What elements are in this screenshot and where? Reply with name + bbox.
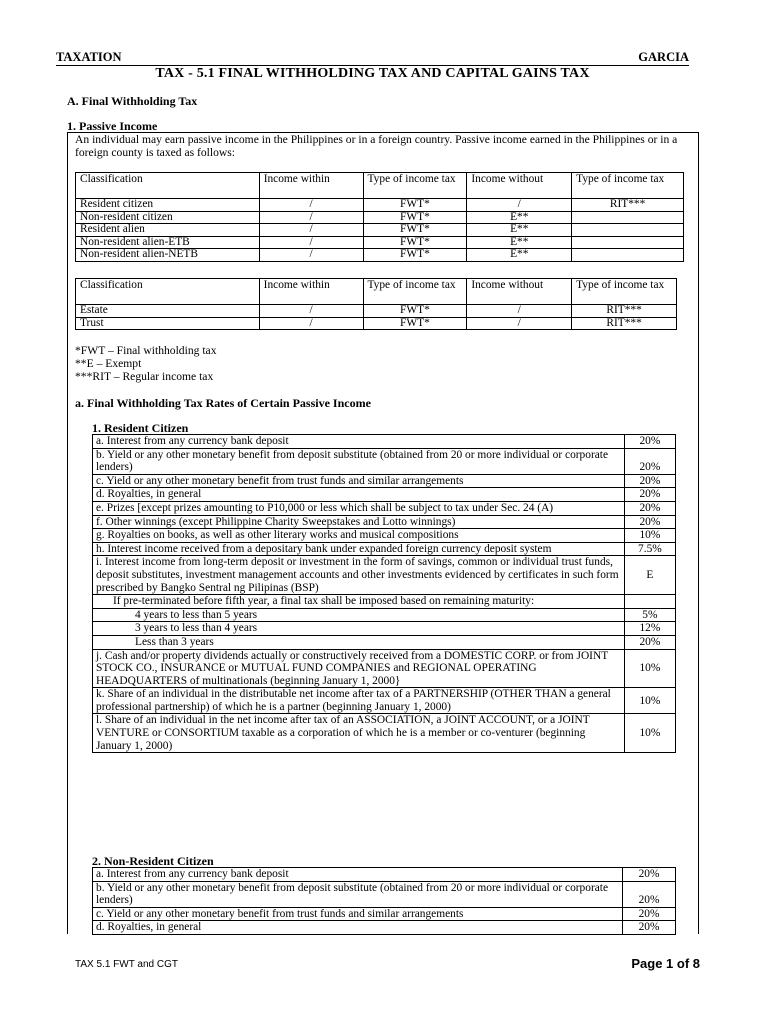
rate-description: e. Prizes [except prizes amounting to P10,000 or less which shall be subject to tax under Sec. 24 (A) bbox=[93, 501, 625, 515]
intro-paragraph: An individual may earn passive income in the Philippines or in a foreign country. Passive income earned in the Philippines or in a foreign county is taxed as follows: bbox=[75, 133, 678, 159]
rate-value: 7.5% bbox=[624, 542, 675, 556]
table-cell: FWT* bbox=[363, 236, 467, 249]
table-cell: / bbox=[259, 224, 363, 237]
footer-document-code: TAX 5.1 FWT and CGT bbox=[75, 959, 178, 970]
footer-page-number: Page 1 of 8 bbox=[631, 956, 700, 971]
column-header: Classification bbox=[76, 279, 260, 305]
rate-description: a. Interest from any currency bank deposit bbox=[93, 435, 625, 449]
rate-description: g. Royalties on books, as well as other literary works and musical compositions bbox=[93, 529, 625, 543]
rate-description: i. Interest income from long-term deposit or investment in the form of savings, common or individual trust funds, deposit substitutes, investment management accounts and other investments evidenced by certificates in such form prescribed by Bangko Sentral ng Pilipinas (BSP) bbox=[93, 556, 625, 595]
table-cell: / bbox=[467, 305, 572, 318]
rate-description: b. Yield or any other monetary benefit from deposit substitute (obtained from 20 or more individual or corporate lenders) bbox=[93, 448, 625, 474]
rate-value: 10% bbox=[624, 688, 675, 714]
table-row bbox=[76, 224, 684, 237]
rate-value: 20% bbox=[623, 921, 676, 935]
table-cell: / bbox=[259, 211, 363, 224]
table-row bbox=[76, 211, 684, 224]
rate-description: 4 years to less than 5 years bbox=[93, 608, 625, 622]
table-cell: E** bbox=[467, 224, 572, 237]
rate-description: 3 years to less than 4 years bbox=[93, 622, 625, 636]
rate-value: 20% bbox=[624, 501, 675, 515]
table-header-row bbox=[76, 173, 684, 199]
classification-table-individuals bbox=[75, 172, 684, 262]
table-header-row bbox=[76, 279, 677, 305]
rate-value: 20% bbox=[624, 635, 675, 649]
table-cell: / bbox=[259, 305, 363, 318]
rate-description: j. Cash and/or property dividends actually or constructively received from a DOMESTIC CORP. or from JOINT STOCK CO., INSURANCE or MUTUAL FUND COMPANIES and REGIONAL OPERATING HEADQUARTERS of multinationals (beginning January 1, 2000} bbox=[93, 649, 625, 688]
table-cell: FWT* bbox=[363, 211, 467, 224]
header-subject: TAXATION bbox=[56, 50, 122, 64]
column-header: Type of income tax bbox=[572, 279, 677, 305]
rate-description: d. Royalties, in general bbox=[93, 488, 625, 502]
column-header: Income within bbox=[259, 279, 363, 305]
rate-value: 20% bbox=[624, 515, 675, 529]
table-cell: FWT* bbox=[363, 199, 467, 212]
table-row bbox=[76, 199, 684, 212]
rate-description: d. Royalties, in general bbox=[93, 921, 623, 935]
column-header: Type of income tax bbox=[363, 279, 467, 305]
table-cell bbox=[572, 211, 684, 224]
table-row bbox=[93, 622, 676, 636]
rate-value: 20% bbox=[623, 907, 676, 921]
column-header: Type of income tax bbox=[572, 173, 684, 199]
column-header: Income within bbox=[259, 173, 363, 199]
table-row bbox=[76, 236, 684, 249]
table-cell: Non-resident alien-NETB bbox=[76, 249, 260, 262]
rate-value: 10% bbox=[624, 529, 675, 543]
table-row bbox=[93, 435, 676, 449]
table-cell: Estate bbox=[76, 305, 260, 318]
table-cell: RIT*** bbox=[572, 199, 684, 212]
rate-description: f. Other winnings (except Philippine Charity Sweepstakes and Lotto winnings) bbox=[93, 515, 625, 529]
table-row bbox=[93, 448, 676, 474]
rate-value: 20% bbox=[623, 868, 676, 882]
rate-value: 5% bbox=[624, 608, 675, 622]
table-cell: FWT* bbox=[363, 317, 467, 330]
table-row bbox=[93, 649, 676, 688]
table-cell: FWT* bbox=[363, 224, 467, 237]
table-cell: RIT*** bbox=[572, 305, 677, 318]
table-row bbox=[93, 595, 676, 609]
rate-value: 20% bbox=[624, 474, 675, 488]
rate-value: E bbox=[624, 556, 675, 595]
rate-description: If pre-terminated before fifth year, a final tax shall be imposed based on remaining maturity: bbox=[93, 595, 625, 609]
table-row bbox=[76, 317, 677, 330]
rate-value: 10% bbox=[624, 649, 675, 688]
table-cell: Resident citizen bbox=[76, 199, 260, 212]
table-row bbox=[93, 868, 676, 882]
table-row bbox=[93, 542, 676, 556]
rate-value: 20% bbox=[623, 881, 676, 907]
table-row bbox=[93, 635, 676, 649]
table-cell: Non-resident alien-ETB bbox=[76, 236, 260, 249]
rate-description: Less than 3 years bbox=[93, 635, 625, 649]
table-cell: / bbox=[467, 199, 572, 212]
resident-citizen-heading: 1. Resident Citizen bbox=[92, 421, 189, 435]
rate-value: 20% bbox=[624, 435, 675, 449]
table-row bbox=[76, 305, 677, 318]
table-row bbox=[93, 921, 676, 935]
rate-description: c. Yield or any other monetary benefit from trust funds and similar arrangements bbox=[93, 907, 623, 921]
table-cell: E** bbox=[467, 236, 572, 249]
table-cell: / bbox=[259, 317, 363, 330]
table-row bbox=[93, 881, 676, 907]
rates-heading: a. Final Withholding Tax Rates of Certain Passive Income bbox=[75, 396, 371, 410]
table-cell: Trust bbox=[76, 317, 260, 330]
rate-value: 10% bbox=[624, 714, 675, 753]
table-row bbox=[93, 907, 676, 921]
passive-income-heading: 1. Passive Income bbox=[67, 119, 158, 133]
column-header: Type of income tax bbox=[363, 173, 467, 199]
table-cell: Resident alien bbox=[76, 224, 260, 237]
column-header: Income without bbox=[467, 279, 572, 305]
table-cell: / bbox=[259, 249, 363, 262]
table-cell: E** bbox=[467, 249, 572, 262]
rate-description: k. Share of an individual in the distributable net income after tax of a PARTNERSHIP (OTHER THAN a general professional partnership) of which he is a partner (beginning January 1, 2000) bbox=[93, 688, 625, 714]
resident-citizen-rates-table bbox=[92, 434, 676, 753]
rate-value: 12% bbox=[624, 622, 675, 636]
rate-description: c. Yield or any other monetary benefit from trust funds and similar arrangements bbox=[93, 474, 625, 488]
table-cell: E** bbox=[467, 211, 572, 224]
column-header: Income without bbox=[467, 173, 572, 199]
running-header bbox=[56, 50, 689, 66]
non-resident-citizen-heading: 2. Non-Resident Citizen bbox=[92, 854, 214, 868]
table-row bbox=[93, 488, 676, 502]
legend-item: **E – Exempt bbox=[75, 357, 142, 370]
header-author: GARCIA bbox=[638, 50, 689, 64]
table-row bbox=[93, 501, 676, 515]
abbreviation-legend bbox=[75, 344, 217, 383]
table-cell: FWT* bbox=[363, 249, 467, 262]
table-row bbox=[93, 556, 676, 595]
section-a-heading: A. Final Withholding Tax bbox=[67, 94, 198, 108]
table-row bbox=[93, 474, 676, 488]
table-cell bbox=[572, 236, 684, 249]
table-cell: Non-resident citizen bbox=[76, 211, 260, 224]
legend-item: ***RIT – Regular income tax bbox=[75, 370, 214, 383]
rate-value: 20% bbox=[624, 488, 675, 502]
rate-value bbox=[624, 595, 675, 609]
table-cell: / bbox=[259, 236, 363, 249]
table-cell: RIT*** bbox=[572, 317, 677, 330]
table-row bbox=[76, 249, 684, 262]
non-resident-citizen-rates-table bbox=[92, 867, 676, 935]
table-cell bbox=[572, 224, 684, 237]
rate-description: a. Interest from any currency bank deposit bbox=[93, 868, 623, 882]
classification-table-estate-trust bbox=[75, 278, 677, 330]
rate-description: l. Share of an individual in the net income after tax of an ASSOCIATION, a JOINT ACCOUNT, or a JOINT VENTURE or CONSORTIUM taxable as a corporation of which he is a member or co-venturer (beginning January 1, 2000) bbox=[93, 714, 625, 753]
table-row bbox=[93, 529, 676, 543]
table-row bbox=[93, 515, 676, 529]
rate-value: 20% bbox=[624, 448, 675, 474]
table-row bbox=[93, 714, 676, 753]
table-row bbox=[93, 608, 676, 622]
table-cell: FWT* bbox=[363, 305, 467, 318]
table-cell: / bbox=[259, 199, 363, 212]
column-header: Classification bbox=[76, 173, 260, 199]
rate-description: b. Yield or any other monetary benefit from deposit substitute (obtained from 20 or more individual or corporate lenders) bbox=[93, 881, 623, 907]
table-row bbox=[93, 688, 676, 714]
table-cell: / bbox=[467, 317, 572, 330]
rate-description: h. Interest income received from a depositary bank under expanded foreign currency deposit system bbox=[93, 542, 625, 556]
document-title: TAX - 5.1 FINAL WITHHOLDING TAX AND CAPITAL GAINS TAX bbox=[155, 66, 590, 81]
table-cell bbox=[572, 249, 684, 262]
legend-item: *FWT – Final withholding tax bbox=[75, 344, 217, 357]
